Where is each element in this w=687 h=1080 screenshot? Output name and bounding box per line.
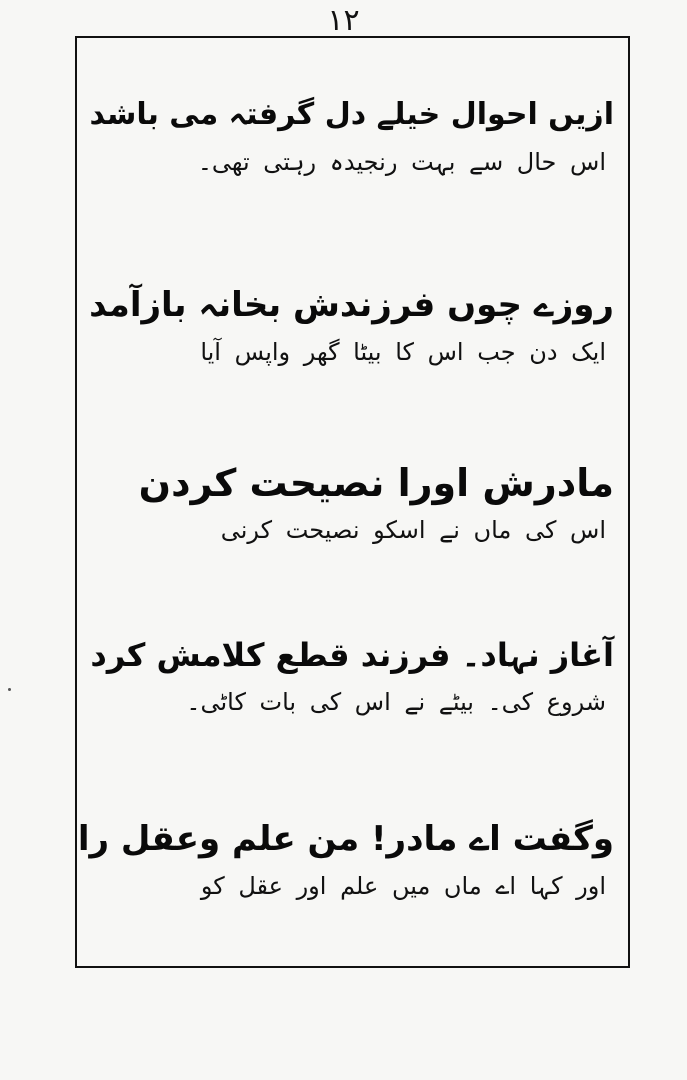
urdu-translation: اس حال سے بہت رنجیدہ رہتی تھی۔	[197, 148, 606, 176]
stanza-2	[77, 278, 628, 372]
persian-line: وگفت اے مادر! من علم وعقل را	[77, 819, 614, 859]
urdu-translation: ایک دن جب اس کا بیٹا گھر واپس آیا	[200, 338, 606, 366]
text-frame	[75, 36, 630, 968]
stanza-3	[77, 456, 628, 550]
persian-line: آغاز نہاد۔ فرزند قطع کلامش کرد	[90, 636, 614, 674]
stanza-1	[77, 88, 628, 182]
urdu-translation: شروع کی۔ بیٹے نے اس کی بات کاٹی۔	[186, 688, 606, 716]
stanza-5	[77, 812, 628, 906]
persian-line: مادرش اورا نصیحت کردن	[138, 461, 614, 505]
stanza-4	[77, 628, 628, 722]
persian-line: روزے چوں فرزندش بخانہ بازآمد	[89, 285, 614, 325]
persian-line: ازیں احوال خیلے دل گرفتہ می باشد	[89, 97, 614, 132]
urdu-translation: اس کی ماں نے اسکو نصیحت کرنی	[220, 516, 606, 544]
page-number: ۱۲	[327, 3, 360, 38]
urdu-translation: اور کہا اے ماں میں علم اور عقل کو	[200, 872, 606, 900]
margin-speck	[8, 688, 11, 691]
